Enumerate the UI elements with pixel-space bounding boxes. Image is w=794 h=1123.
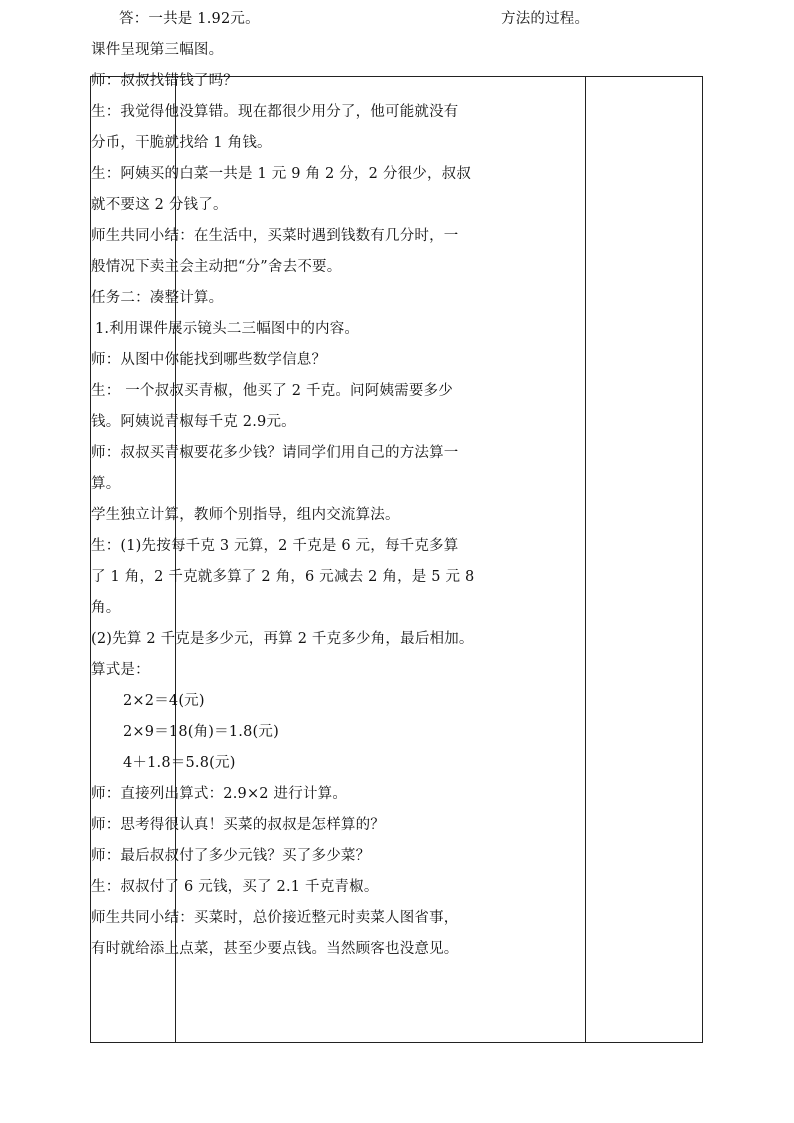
text-line: 生：阿姨买的白菜一共是 1 元 9 角 2 分，2 分很少，叔叔 [91,166,472,182]
text-line: 1.利用课件展示镜头二三幅图中的内容。 [95,321,360,337]
design-intent-text: 方法的过程。 [501,11,590,27]
text-line: 学生独立计算，教师个别指导，组内交流算法。 [91,507,400,523]
text-line: (2)先算 2 千克是多少元，再算 2 千克多少角，最后相加。 [91,631,474,647]
text-line: 算。 [91,476,121,492]
text-line: 师：思考得很认真！买菜的叔叔是怎样算的？ [91,817,385,833]
text-line: 师：直接列出算式：2.9×2 进行计算。 [91,786,348,802]
text-line: 师：最后叔叔付了多少元钱？买了多少菜？ [91,848,371,864]
equation-line: 2×9＝18(角)＝1.8(元) [123,724,279,740]
text-line: 师生共同小结：在生活中，买菜时遇到钱数有几分时，一 [91,228,459,244]
lesson-content-cell [91,4,489,965]
text-line: 师：叔叔买青椒要花多少钱？请同学们用自己的方法算一 [91,445,459,461]
design-intent-cell [501,4,606,35]
text-line: 生：(1)先按每千克 3 元算，2 千克是 6 元，每千克多算 [91,538,459,554]
equation-line: 2×2＝4(元) [123,693,205,709]
text-line: 生：叔叔付了 6 元钱，买了 2.1 千克青椒。 [91,879,379,895]
text-line: 算式是： [91,662,150,678]
text-line: 生： 一个叔叔买青椒，他买了 2 千克。问阿姨需要多少 [91,383,453,399]
column-divider-right [585,77,586,1042]
text-line: 生：我觉得他没算错。现在都很少用分了，他可能就没有 [91,104,459,120]
text-line: 分币，干脆就找给 1 角钱。 [91,135,272,151]
text-line: 师：从图中你能找到哪些数学信息？ [91,352,327,368]
text-line: 答：一共是 1.92元。 [119,11,260,27]
text-line: 般情况下卖主会主动把“分”舍去不要。 [91,259,342,275]
text-line: 了 1 角，2 千克就多算了 2 角，6 元减去 2 角，是 5 元 8 [91,569,475,585]
text-line: 有时就给添上点菜，甚至少要点钱。当然顾客也没意见。 [91,941,459,957]
text-line: 钱。阿姨说青椒每千克 2.9元。 [91,414,296,430]
equation-line: 4＋1.8＝5.8(元) [123,755,236,771]
text-line: 角。 [91,600,121,616]
text-line: 任务二：凑整计算。 [91,290,224,306]
text-line: 就不要这 2 分钱了。 [91,197,228,213]
text-line: 课件呈现第三幅图。 [91,42,224,58]
text-line: 师生共同小结：买菜时，总价接近整元时卖菜人图省事， [91,910,459,926]
text-line: 师：叔叔找错钱了吗？ [91,73,238,89]
